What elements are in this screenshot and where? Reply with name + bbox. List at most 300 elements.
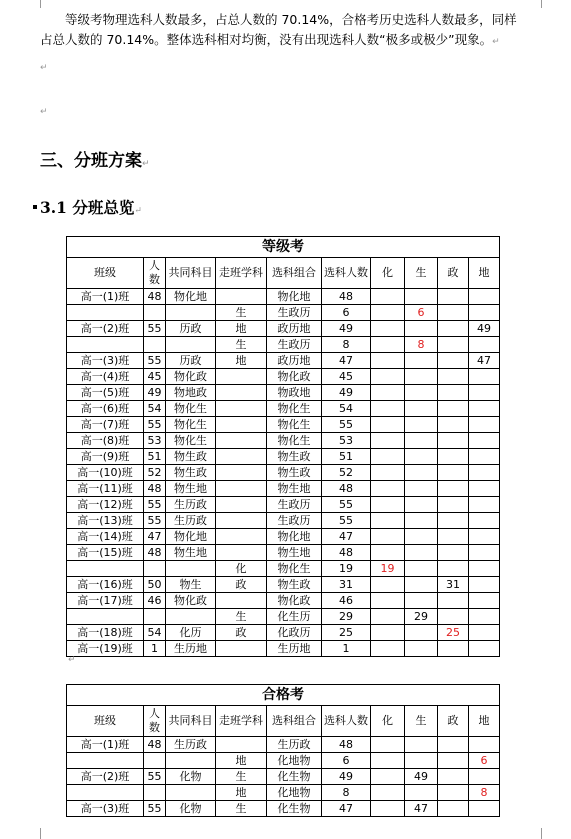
table-cell <box>438 449 469 465</box>
table-cell <box>371 353 405 369</box>
table-cell: 生 <box>216 801 267 817</box>
table-cell: 物生地 <box>166 481 216 497</box>
table-cell: 化政历 <box>267 625 322 641</box>
table-cell: 生历地 <box>267 641 322 657</box>
table-cell: 46 <box>144 593 166 609</box>
table-cell <box>405 385 438 401</box>
table-row <box>67 337 500 353</box>
table-cell: 47 <box>405 801 438 817</box>
column-header: 班级 <box>67 706 144 737</box>
table-cell <box>405 513 438 529</box>
table-cell: 50 <box>144 577 166 593</box>
table-cell: 48 <box>322 737 371 753</box>
table-cell <box>405 497 438 513</box>
table-cell <box>67 561 144 577</box>
table-cell <box>438 753 469 769</box>
table-cell: 47 <box>322 801 371 817</box>
table-row <box>67 449 500 465</box>
table-cell <box>469 305 500 321</box>
table-row <box>67 497 500 513</box>
table-cell <box>144 785 166 801</box>
table-cell: 55 <box>144 321 166 337</box>
table-cell: 29 <box>405 609 438 625</box>
table-cell: 8 <box>322 785 371 801</box>
table-cell: 高一(17)班 <box>67 593 144 609</box>
column-header: 地 <box>469 258 500 289</box>
table-cell: 8 <box>405 337 438 353</box>
table-row <box>67 481 500 497</box>
table-cell <box>67 337 144 353</box>
table-cell: 19 <box>371 561 405 577</box>
table-cell: 物化生 <box>166 433 216 449</box>
table-cell: 47 <box>322 529 371 545</box>
table-cell: 55 <box>322 513 371 529</box>
table-cell <box>438 465 469 481</box>
table-cell: 物化生 <box>166 401 216 417</box>
table-cell: 49 <box>322 769 371 785</box>
table-cell <box>469 593 500 609</box>
table-cell: 物化生 <box>267 561 322 577</box>
table-cell <box>405 433 438 449</box>
table-cell: 高一(1)班 <box>67 737 144 753</box>
column-header: 走班学科 <box>216 258 267 289</box>
table-cell <box>216 449 267 465</box>
table-cell <box>438 545 469 561</box>
table-cell <box>438 801 469 817</box>
table-row <box>67 417 500 433</box>
table-cell <box>371 769 405 785</box>
table-cell <box>405 561 438 577</box>
table-cell: 物化生 <box>267 417 322 433</box>
empty-paragraph-mark: ↵ <box>68 655 76 665</box>
table-cell: 49 <box>322 385 371 401</box>
table-cell <box>144 609 166 625</box>
table-cell: 物化地 <box>166 529 216 545</box>
table-cell <box>438 513 469 529</box>
table-cell: 地 <box>216 321 267 337</box>
table-cell: 生历政 <box>166 513 216 529</box>
table-cell: 高一(10)班 <box>67 465 144 481</box>
table-cell <box>438 353 469 369</box>
table-cell <box>438 529 469 545</box>
table-cell <box>67 609 144 625</box>
table-title: 合格考 <box>67 685 500 706</box>
table-cell <box>371 289 405 305</box>
table-cell: 高一(3)班 <box>67 353 144 369</box>
column-header: 人数 <box>144 258 166 289</box>
table-cell <box>166 785 216 801</box>
table-cell: 政 <box>216 625 267 641</box>
table-cell <box>405 737 438 753</box>
table-cell: 25 <box>322 625 371 641</box>
column-header: 共同科目 <box>166 258 216 289</box>
table-cell <box>405 577 438 593</box>
table-cell: 政 <box>216 577 267 593</box>
table-cell <box>438 305 469 321</box>
table-cell: 物化政 <box>267 369 322 385</box>
table-cell: 51 <box>144 449 166 465</box>
table-cell: 化历 <box>166 625 216 641</box>
table-cell: 高一(12)班 <box>67 497 144 513</box>
table-cell <box>438 369 469 385</box>
paragraph-line-1: 等级考物理选科人数最多，占总人数的 70.14%，合格考历史选科人数最多，同样 <box>65 12 517 27</box>
column-header: 共同科目 <box>166 706 216 737</box>
table-cell <box>438 769 469 785</box>
table-row <box>67 609 500 625</box>
table-cell <box>438 497 469 513</box>
table-cell <box>371 641 405 657</box>
grade-exam-table <box>66 236 500 657</box>
table-cell: 6 <box>322 305 371 321</box>
table-cell: 52 <box>144 465 166 481</box>
table-row <box>67 785 500 801</box>
table-cell: 29 <box>322 609 371 625</box>
table-cell: 高一(15)班 <box>67 545 144 561</box>
table-cell: 物生政 <box>267 465 322 481</box>
table-cell <box>469 401 500 417</box>
table-cell: 31 <box>322 577 371 593</box>
table-row <box>67 401 500 417</box>
table-cell: 高一(19)班 <box>67 641 144 657</box>
table-cell: 物化地 <box>166 289 216 305</box>
table-row <box>67 625 500 641</box>
table-cell: 生历地 <box>166 641 216 657</box>
table-cell: 化 <box>216 561 267 577</box>
table-cell <box>216 289 267 305</box>
table-cell <box>405 289 438 305</box>
table-cell: 高一(11)班 <box>67 481 144 497</box>
table-cell: 48 <box>144 481 166 497</box>
table-cell <box>144 337 166 353</box>
column-header: 人数 <box>144 706 166 737</box>
table-cell: 53 <box>322 433 371 449</box>
column-header: 选科人数 <box>322 258 371 289</box>
table-cell: 高一(18)班 <box>67 625 144 641</box>
table-row <box>67 385 500 401</box>
table-cell <box>166 305 216 321</box>
column-header: 化 <box>371 706 405 737</box>
table-cell <box>371 785 405 801</box>
table-cell <box>469 433 500 449</box>
table-cell <box>438 785 469 801</box>
table-cell <box>438 737 469 753</box>
table-row <box>67 513 500 529</box>
table-cell <box>469 337 500 353</box>
table-cell: 6 <box>405 305 438 321</box>
table-cell: 生 <box>216 305 267 321</box>
table-cell <box>371 481 405 497</box>
column-header: 选科组合 <box>267 706 322 737</box>
table-row <box>67 369 500 385</box>
table-cell <box>216 529 267 545</box>
table-row <box>67 577 500 593</box>
table-cell: 化生物 <box>267 801 322 817</box>
table-row <box>67 737 500 753</box>
table-cell <box>405 753 438 769</box>
table-cell <box>469 769 500 785</box>
table-cell: 高一(2)班 <box>67 321 144 337</box>
table-cell: 49 <box>144 385 166 401</box>
table-cell: 地 <box>216 785 267 801</box>
table-cell <box>469 577 500 593</box>
table-cell: 物化地 <box>267 529 322 545</box>
table-cell <box>405 625 438 641</box>
table-cell: 46 <box>322 593 371 609</box>
table-cell <box>371 305 405 321</box>
column-header: 地 <box>469 706 500 737</box>
empty-paragraph-mark: ↵ <box>40 63 48 73</box>
table-cell <box>438 321 469 337</box>
table-cell: 高一(8)班 <box>67 433 144 449</box>
table-cell <box>371 609 405 625</box>
table-cell <box>438 417 469 433</box>
table-cell: 高一(6)班 <box>67 401 144 417</box>
table-cell: 55 <box>144 801 166 817</box>
table-cell <box>469 465 500 481</box>
table-cell: 生 <box>216 609 267 625</box>
pass-exam-table <box>66 684 500 817</box>
table-cell <box>371 529 405 545</box>
table-cell: 19 <box>322 561 371 577</box>
table-cell <box>405 545 438 561</box>
table-row <box>67 545 500 561</box>
table-cell: 物化政 <box>166 369 216 385</box>
table-cell: 生历政 <box>166 737 216 753</box>
table-cell <box>371 385 405 401</box>
table-cell <box>371 417 405 433</box>
table-row <box>67 353 500 369</box>
table-row <box>67 561 500 577</box>
table-cell <box>216 369 267 385</box>
column-header: 化 <box>371 258 405 289</box>
table-row <box>67 529 500 545</box>
table-cell: 生政历 <box>267 513 322 529</box>
table-cell <box>438 337 469 353</box>
table-cell <box>216 641 267 657</box>
table-cell: 化地物 <box>267 785 322 801</box>
table-cell: 55 <box>144 769 166 785</box>
table-cell <box>371 753 405 769</box>
table-cell: 52 <box>322 465 371 481</box>
table-cell: 6 <box>469 753 500 769</box>
table-cell: 高一(2)班 <box>67 769 144 785</box>
table-row <box>67 801 500 817</box>
table-cell: 47 <box>144 529 166 545</box>
table-cell <box>216 401 267 417</box>
table-cell <box>405 401 438 417</box>
table-cell <box>469 289 500 305</box>
table-cell <box>405 417 438 433</box>
column-header: 政 <box>438 706 469 737</box>
table-cell <box>438 481 469 497</box>
table-header-row <box>67 706 500 737</box>
table-cell: 物化政 <box>166 593 216 609</box>
table-cell: 生 <box>216 769 267 785</box>
table-row <box>67 433 500 449</box>
table-cell: 8 <box>469 785 500 801</box>
paragraph-mark: ↵ <box>492 37 500 47</box>
table-row <box>67 641 500 657</box>
table-cell <box>405 641 438 657</box>
table-cell <box>438 433 469 449</box>
table-cell: 政历地 <box>267 321 322 337</box>
table-cell <box>405 449 438 465</box>
column-header: 生 <box>405 258 438 289</box>
table-cell <box>371 337 405 353</box>
table-cell: 物生地 <box>166 545 216 561</box>
table-cell <box>216 513 267 529</box>
table-title: 等级考 <box>67 237 500 258</box>
table-cell <box>166 753 216 769</box>
table-cell <box>405 481 438 497</box>
table-cell <box>438 289 469 305</box>
table-cell <box>405 369 438 385</box>
table-cell <box>469 481 500 497</box>
table-cell <box>469 545 500 561</box>
table-header-row <box>67 258 500 289</box>
table-cell: 54 <box>144 401 166 417</box>
table-cell <box>371 577 405 593</box>
table-cell: 生政历 <box>267 337 322 353</box>
table-cell <box>67 785 144 801</box>
table-cell <box>469 641 500 657</box>
table-cell: 高一(9)班 <box>67 449 144 465</box>
column-header: 班级 <box>67 258 144 289</box>
table-row <box>67 769 500 785</box>
table-cell <box>405 529 438 545</box>
table-cell <box>469 497 500 513</box>
table-row <box>67 321 500 337</box>
table-cell: 55 <box>322 497 371 513</box>
table-cell <box>166 337 216 353</box>
table-cell <box>438 385 469 401</box>
column-header: 选科组合 <box>267 258 322 289</box>
table-cell: 1 <box>322 641 371 657</box>
table-cell <box>216 433 267 449</box>
table-row <box>67 305 500 321</box>
table-cell <box>438 609 469 625</box>
table-cell: 45 <box>322 369 371 385</box>
table-cell: 生历政 <box>166 497 216 513</box>
table-cell: 物化生 <box>267 401 322 417</box>
table-cell: 48 <box>144 737 166 753</box>
table-cell <box>216 465 267 481</box>
table-cell <box>371 593 405 609</box>
table-cell: 高一(16)班 <box>67 577 144 593</box>
table-cell: 55 <box>144 353 166 369</box>
table-cell <box>144 561 166 577</box>
table-cell: 物化生 <box>166 417 216 433</box>
table-cell: 高一(14)班 <box>67 529 144 545</box>
table-cell <box>469 369 500 385</box>
table-cell: 物生政 <box>267 449 322 465</box>
table-cell <box>371 513 405 529</box>
table-cell <box>469 385 500 401</box>
subsection-heading: 3.1 分班总览↵ <box>40 198 142 217</box>
table-cell: 物生地 <box>267 481 322 497</box>
table-cell: 48 <box>144 545 166 561</box>
crop-mark-bottom-left <box>30 828 41 839</box>
table-cell <box>216 545 267 561</box>
table-cell: 高一(3)班 <box>67 801 144 817</box>
table-cell <box>469 801 500 817</box>
table-cell <box>371 465 405 481</box>
table-title-row <box>67 237 500 258</box>
crop-mark-bottom-right <box>541 828 552 839</box>
table-cell <box>371 737 405 753</box>
table-cell: 高一(5)班 <box>67 385 144 401</box>
table-cell <box>144 753 166 769</box>
table-cell <box>371 449 405 465</box>
table-cell: 48 <box>322 545 371 561</box>
table-cell: 48 <box>322 481 371 497</box>
table-cell: 48 <box>144 289 166 305</box>
table-title-row <box>67 685 500 706</box>
table-row <box>67 289 500 305</box>
table-cell: 1 <box>144 641 166 657</box>
table-cell: 51 <box>322 449 371 465</box>
paragraph-line-2: 占总人数的 70.14%。整体选科相对均衡，没有出现选科人数“极多或极少”现象。↵ <box>40 32 500 47</box>
table-cell <box>469 417 500 433</box>
table-cell: 历政 <box>166 321 216 337</box>
table-cell <box>469 737 500 753</box>
table-cell: 历政 <box>166 353 216 369</box>
column-header: 政 <box>438 258 469 289</box>
table-cell: 化物 <box>166 801 216 817</box>
table-cell: 53 <box>144 433 166 449</box>
table-cell: 化生物 <box>267 769 322 785</box>
table-cell <box>405 785 438 801</box>
table-row <box>67 593 500 609</box>
table-cell: 物化政 <box>267 593 322 609</box>
table-cell <box>67 753 144 769</box>
table-cell: 高一(1)班 <box>67 289 144 305</box>
table-cell <box>371 625 405 641</box>
table-cell <box>469 561 500 577</box>
table-cell: 生政历 <box>267 305 322 321</box>
table-cell <box>371 401 405 417</box>
paragraph-mark: ↵ <box>134 206 142 216</box>
table-cell <box>371 497 405 513</box>
table-cell: 化物 <box>166 769 216 785</box>
table-cell <box>216 737 267 753</box>
table-cell <box>371 801 405 817</box>
section-heading: 三、分班方案↵ <box>40 151 150 171</box>
table-cell <box>469 513 500 529</box>
table-cell <box>216 481 267 497</box>
table-cell: 物化地 <box>267 289 322 305</box>
body-paragraph <box>40 10 560 50</box>
table-cell: 48 <box>322 289 371 305</box>
table-cell <box>166 561 216 577</box>
table-row <box>67 465 500 481</box>
table-cell: 物生政 <box>267 577 322 593</box>
table-cell <box>371 433 405 449</box>
table-cell <box>216 593 267 609</box>
table-cell: 47 <box>469 353 500 369</box>
table-cell: 55 <box>322 417 371 433</box>
table-cell <box>216 385 267 401</box>
table-cell <box>405 353 438 369</box>
table-cell: 化地物 <box>267 753 322 769</box>
table-cell <box>469 625 500 641</box>
table-cell <box>469 449 500 465</box>
table-cell: 8 <box>322 337 371 353</box>
table-cell <box>166 609 216 625</box>
table-cell: 物生 <box>166 577 216 593</box>
table-cell: 49 <box>322 321 371 337</box>
table-cell: 物政地 <box>267 385 322 401</box>
